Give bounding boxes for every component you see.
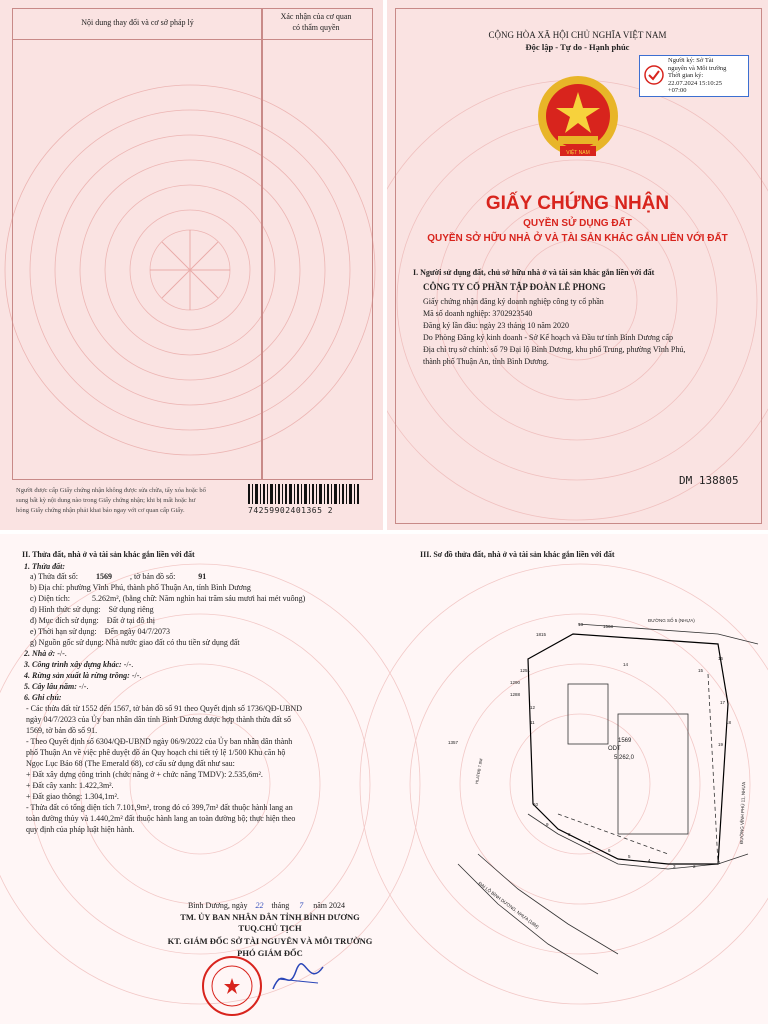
map-number: 1288 [510, 692, 521, 697]
certificate-left-page [0, 0, 383, 530]
area-line: c) Diện tích: 5.262m², (bằng chữ: Năm nghìn hai trăm sáu mươi hai mét vuông) [30, 594, 306, 603]
origin-line: g) Nguồn gốc sử dụng: Nhà nước giao đất có thu tiền sử dụng đất [30, 638, 240, 647]
map-number: 4 [648, 858, 651, 863]
map-label-hlatdb: HLATĐB 7.0M [474, 758, 484, 785]
map-number: 12 [530, 705, 536, 710]
item5-line: 5. Cây lâu năm: -/-. [24, 682, 89, 691]
certificate-subtitle-1: QUYỀN SỬ DỤNG ĐẤT [523, 218, 632, 229]
map-number: 10 [533, 802, 539, 807]
signature-check-icon [643, 64, 665, 86]
republic-title: CỘNG HÒA XÃ HỘI CHỦ NGHĨA VIỆT NAM [488, 30, 667, 40]
map-number: 8 [568, 832, 571, 837]
map-number: 13 [578, 622, 584, 627]
motto: Độc lập - Tự do - Hạnh phúc [525, 42, 630, 52]
map-number: 19 [718, 742, 724, 747]
digital-signature-box: Người ký: Sở Tài nguyên và Môi trường Thời gian ký: 22.07.2024 15:10:25 +07:00 [639, 55, 749, 97]
barcode [248, 484, 360, 504]
parcel-map [418, 564, 763, 1004]
signer-line-4: PHÓ GIÁM ĐỐC [237, 948, 303, 958]
map-number: 1568 [603, 624, 614, 629]
map-road-1: ĐƯỜNG SỐ 5 (NHỰA) [648, 618, 695, 623]
map-parcel-label: ODT [608, 746, 621, 752]
item2-line: 2. Nhà ở: -/-. [24, 649, 67, 658]
certificate-bottom-page [0, 534, 768, 1024]
map-number: 14 [623, 662, 629, 667]
map-number: 1815 [536, 632, 547, 637]
company-name: CÔNG TY CỔ PHẦN TẬP ĐOÀN LÊ PHONG [423, 282, 606, 292]
map-number: 5 [628, 854, 631, 859]
guilloche-pattern [0, 0, 383, 530]
section2-heading: II. Thửa đất, nhà ở và tài sản khác gắn liền với đất [22, 550, 195, 559]
map-number: 1251 [520, 668, 531, 673]
map-number: 16 [718, 656, 724, 661]
map-number: 11 [530, 720, 535, 725]
map-number: 3 [673, 864, 676, 869]
map-road-3: ĐẠI LỘ BÌNH DƯƠNG, NHỰA (18M) [477, 880, 540, 930]
barcode-number: 74259902401365 2 [248, 506, 334, 515]
term-line: e) Thời hạn sử dụng: Đến ngày 04/7/2073 [30, 627, 170, 636]
handwritten-signature [268, 959, 328, 999]
map-number: 18 [726, 720, 732, 725]
signer-line-1: TM. ỦY BAN NHÂN DÂN TỈNH BÌNH DƯƠNG [180, 912, 360, 922]
use-form-line: d) Hình thức sử dụng: Sử dụng riêng [30, 605, 154, 614]
certificate-subtitle-2: QUYỀN SỞ HỮU NHÀ Ở VÀ TÀI SẢN KHÁC GẮN LIỀN VỚI ĐẤT [427, 233, 728, 244]
section1-heading: I. Người sử dụng đất, chủ sở hữu nhà ở và tài sản khác gắn liền với đất [413, 268, 655, 277]
map-number: 1290 [510, 680, 521, 685]
emblem-banner-text: VIỆT NAM [566, 150, 590, 156]
table-divider [261, 8, 263, 480]
map-number: 1 [718, 860, 721, 865]
column-header-changes: Nội dung thay đổi và cơ sở pháp lý [81, 18, 194, 27]
issue-date: Bình Dương, ngày 22 tháng 7 năm 2024 [188, 901, 346, 910]
map-number: 6 [608, 848, 611, 853]
official-stamp-icon [200, 954, 264, 1018]
item1-title: 1. Thửa đất: [24, 562, 66, 571]
section3-heading: III. Sơ đồ thửa đất, nhà ở và tài sản khác gắn liền với đất [420, 550, 615, 559]
map-road-2: ĐƯỜNG VĨNH PHÚ 11, NHỰA [739, 781, 747, 845]
item6-title: 6. Ghi chú: [24, 693, 62, 702]
notes-block: - Các thửa đất từ 1552 đến 1567, tờ bản đồ số 91 theo Quyết định số 1736/QĐ-UBND ngày 04/7/2023 của Ủy ban nhân dân tỉnh Bình Dương được hợp thành thửa đất số 1569, tờ bản đồ số 91. - Theo Quyết định số 6304/QĐ-UBND ngày 06/9/2022 của Ủy ban nhân dân thành phố Thuận An về việc phê duyệt đồ án Quy hoạch chi tiết tỷ lệ 1/500 Khu căn hộ Ngọc Lục Bảo 68 (The Emerald 68), cơ cấu sử dụng đất như sau: + Đất xây dựng công trình (chức năng ở + chức năng TMDV): 2.535,6m². + Đất cây xanh: 1.422,3m². + Đất giao thông: 1.304,1m². - Thửa đất có tổng diện tích 7.101,9m², trong đó có 399,7m² đất thuộc hành lang an toàn đường thủy và 1.440,2m² đất thuộc hành lang an toàn đường bộ; thực hiện theo quy định của pháp luật hiện hành. [26, 704, 302, 834]
signer-line-2: TUQ.CHỦ TỊCH [238, 923, 302, 933]
column-header-confirm-1: Xác nhận của cơ quan [280, 12, 352, 21]
purpose-line: đ) Mục đích sử dụng: Đất ở tại đô thị [30, 616, 156, 625]
column-header-confirm-2: có thẩm quyền [292, 23, 340, 32]
address-line: b) Địa chỉ: phường Vĩnh Phú, thành phố Thuận An, tỉnh Bình Dương [30, 583, 251, 592]
national-emblem-icon [530, 70, 626, 166]
map-parcel-area: 5.262,0 [614, 755, 635, 761]
map-parcel-number: 1569 [618, 738, 632, 744]
map-number: 15 [698, 668, 704, 673]
map-number: 2 [693, 864, 696, 869]
parcel-line: a) Thửa đất số: 1569 , tờ bản đồ số: 91 [30, 572, 207, 581]
item4-line: 4. Rừng sản xuất là rừng trồng: -/-. [24, 671, 142, 680]
certificate-title: GIẤY CHỨNG NHẬN [485, 193, 670, 214]
map-number: 9 [546, 822, 549, 827]
owner-details: Giấy chứng nhận đăng ký doanh nghiệp công ty cổ phần Mã số doanh nghiệp: 3702923540 Đăng ký lần đầu: ngày 23 tháng 10 năm 2020 Do Phòng Đăng ký kinh doanh - Sở Kế hoạch và Đầu tư tỉnh Bình Dương cấp Địa chỉ trụ sở chính: số 79 Đại lộ Bình Dương, khu phố Trung, phường Vĩnh Phú, thành phố Thuận An, tỉnh Bình Dương. [423, 297, 686, 366]
signer-line-3: KT. GIÁM ĐỐC SỞ TÀI NGUYÊN VÀ MÔI TRƯỜNG [167, 936, 373, 946]
map-number: 17 [720, 700, 726, 705]
serial-number: DM 138805 [679, 474, 739, 487]
map-number: 1357 [448, 740, 459, 745]
table-frame [12, 8, 373, 480]
certificate-right-page [387, 0, 768, 530]
map-number: 7 [588, 840, 591, 845]
footnote: Người được cấp Giấy chứng nhận không được sửa chữa, tẩy xóa hoặc bổ sung bất kỳ nội dung nào trong Giấy chứng nhận; khi bị mất hoặc hư hỏng Giấy chứng nhận phải khai báo ngay với cơ quan cấp Giấy. [16, 487, 206, 514]
item3-line: 3. Công trình xây dựng khác: -/-. [24, 660, 134, 669]
